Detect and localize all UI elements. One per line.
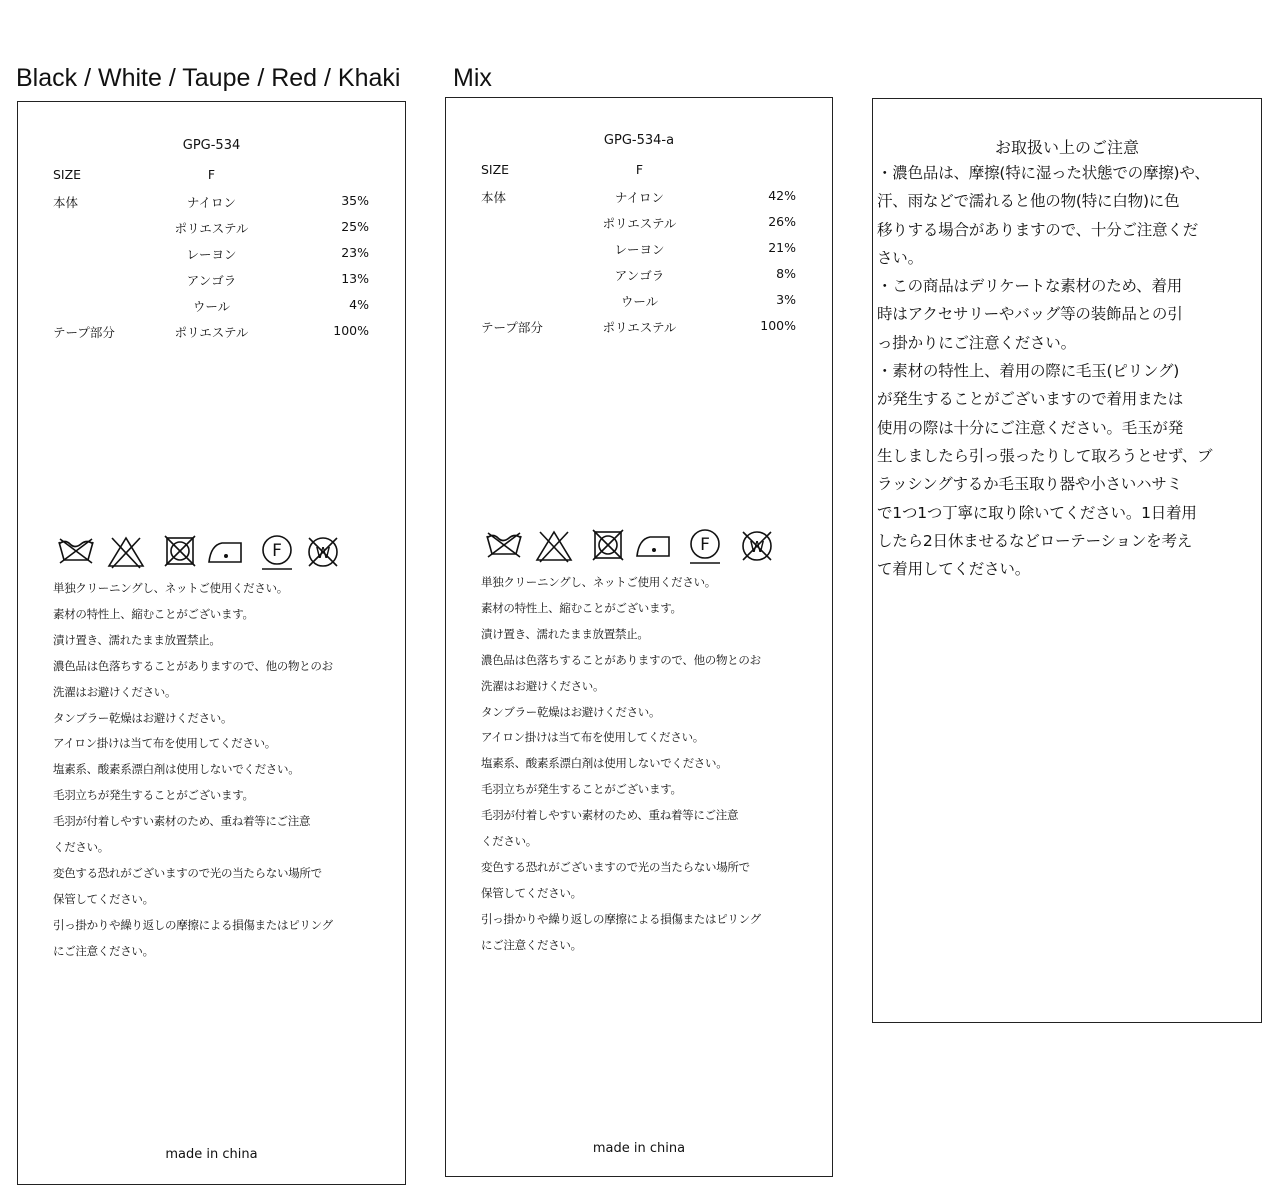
notes-line: ・この商品はデリケートな素材のため、着用: [877, 277, 1183, 296]
material-name: ポリエステル: [602, 216, 677, 231]
care-line: 毛羽立ちが発生することがございます。: [53, 788, 254, 803]
care-line: 塩素系、酸素系漂白剤は使用しないでください。: [53, 762, 300, 777]
care-line: アイロン掛けは当て布を使用してください。: [53, 736, 276, 751]
variant-heading-colors: Black / White / Taupe / Red / Khaki: [16, 64, 401, 92]
care-line: ください。: [53, 840, 109, 855]
care-line: 変色する恐れがございますので光の当たらない場所で: [53, 865, 322, 880]
no-wet-clean-icon: [738, 528, 776, 564]
composition-row: [18, 193, 405, 219]
material-name: アンゴラ: [186, 273, 237, 288]
iron-low-icon: [206, 534, 246, 568]
notes-body: [877, 159, 1257, 583]
svg-text:F: F: [700, 535, 710, 555]
notes-line: さい。: [877, 248, 923, 267]
care-line: 引っ掛かりや繰り返しの摩擦による損傷またはピリング: [481, 911, 761, 926]
care-label-mix: [445, 97, 833, 1177]
notes-line: が発生することがございますので着用または: [877, 390, 1184, 409]
notes-line: 時はアクセサリーやバッグ等の装飾品との引: [877, 305, 1183, 324]
material-percent: 8%: [776, 266, 796, 281]
care-instructions: [481, 570, 822, 959]
composition-row: [18, 297, 405, 323]
notes-line: 生しましたら引っ張ったりして取ろうとせず、ブ: [877, 446, 1213, 465]
material-percent: 13%: [341, 271, 369, 286]
svg-text:F: F: [272, 541, 282, 561]
made-in-label: made in china: [592, 1141, 686, 1156]
care-line: 引っ掛かりや繰り返しの摩擦による損傷またはピリング: [53, 917, 333, 932]
care-line: 濃色品は色落ちすることがありますので、他の物とのお: [481, 652, 761, 667]
size-row: [446, 162, 832, 188]
notes-line: ラッシングするか毛玉取り器や小さいハサミ: [877, 475, 1182, 494]
care-line: アイロン掛けは当て布を使用してください。: [481, 730, 704, 745]
no-bleach-icon: [534, 528, 574, 564]
care-line: タンブラー乾燥はお避けください。: [481, 704, 661, 719]
care-line: 洗濯はお避けください。: [481, 678, 605, 693]
care-label-colors: [17, 101, 406, 1185]
material-name: ポリエステル: [602, 320, 677, 335]
material-percent: 42%: [768, 188, 796, 203]
care-line: にご注意ください。: [481, 937, 582, 952]
material-percent: 100%: [333, 323, 369, 338]
care-line: 変色する恐れがございますので光の当たらない場所で: [481, 859, 750, 874]
composition-row: [18, 245, 405, 271]
composition-table: [18, 167, 405, 349]
care-line: 保管してください。: [53, 891, 154, 906]
material-percent: 25%: [341, 219, 369, 234]
no-tumble-dry-icon: [590, 528, 626, 562]
material-name: ポリエステル: [174, 221, 249, 236]
care-line: 素材の特性上、縮むことがございます。: [53, 606, 254, 621]
notes-line: っ掛かりにご注意ください。: [877, 333, 1076, 352]
material-name: ナイロン: [186, 195, 237, 210]
notes-line: ・濃色品は、摩擦(特に湿った状態での摩擦)や、: [877, 164, 1210, 182]
iron-low-icon: [634, 528, 674, 562]
care-line: にご注意ください。: [53, 943, 154, 958]
care-line: 毛羽が付着しやすい素材のため、重ね着等にご注意: [481, 808, 739, 823]
care-line: 素材の特性上、縮むことがございます。: [481, 600, 682, 615]
size-label: SIZE: [53, 167, 82, 182]
material-name: ウール: [192, 299, 231, 314]
care-line: 漬け置き、濡れたまま放置禁止。: [53, 632, 221, 647]
care-line: 単独クリーニングし、ネットご使用ください。: [53, 581, 288, 595]
material-percent: 26%: [768, 214, 796, 229]
part-name: 本体: [481, 190, 507, 205]
handling-notes-panel: [872, 98, 1262, 1023]
composition-row: [446, 214, 832, 240]
product-code: GPG-534: [182, 138, 241, 153]
material-percent: 100%: [760, 318, 796, 333]
notes-line: ・素材の特性上、着用の際に毛玉(ピリング): [877, 362, 1180, 381]
material-name: ナイロン: [614, 190, 665, 205]
made-in-label: made in china: [165, 1147, 258, 1162]
composition-table: [446, 162, 832, 344]
notes-title: お取扱い上のご注意: [994, 138, 1139, 157]
material-percent: 35%: [341, 193, 369, 208]
svg-text:W: W: [315, 544, 331, 562]
part-name: テープ部分: [481, 320, 543, 335]
size-label: SIZE: [481, 162, 510, 177]
care-line: 毛羽が付着しやすい素材のため、重ね着等にご注意: [53, 814, 311, 829]
care-line: 単独クリーニングし、ネットご使用ください。: [481, 575, 716, 589]
material-name: ウール: [620, 294, 659, 309]
size-value: F: [207, 167, 216, 182]
care-line: 塩素系、酸素系漂白剤は使用しないでください。: [481, 756, 728, 771]
care-instructions: [53, 576, 395, 965]
svg-text:W: W: [749, 538, 765, 556]
no-tumble-dry-icon: [162, 534, 198, 568]
variant-heading-mix: Mix: [453, 64, 492, 92]
size-value: F: [635, 162, 644, 177]
dry-clean-f-icon: [258, 534, 296, 572]
notes-line: 汗、雨などで濡れると他の物(特に白物)に色: [877, 192, 1180, 211]
care-line: 洗濯はお避けください。: [53, 684, 177, 699]
dry-clean-f-icon: [686, 528, 724, 566]
care-line: ください。: [481, 834, 537, 849]
composition-row: [446, 188, 832, 214]
no-wash-icon: [56, 534, 96, 568]
no-bleach-icon: [106, 534, 146, 570]
material-percent: 4%: [349, 297, 369, 312]
product-code: GPG-534-a: [603, 133, 675, 148]
composition-row: [446, 292, 832, 318]
material-percent: 3%: [776, 292, 796, 307]
composition-row: [18, 323, 405, 349]
care-line: タンブラー乾燥はお避けください。: [53, 710, 233, 725]
composition-row: [446, 240, 832, 266]
material-name: レーヨン: [614, 242, 665, 257]
composition-row: [446, 318, 832, 344]
material-percent: 21%: [768, 240, 796, 255]
notes-line: 使用の際は十分にご注意ください。毛玉が発: [877, 418, 1184, 437]
notes-line: て着用してください。: [877, 560, 1031, 579]
material-name: レーヨン: [186, 247, 237, 262]
care-line: 漬け置き、濡れたまま放置禁止。: [481, 626, 649, 641]
composition-row: [18, 271, 405, 297]
composition-row: [18, 219, 405, 245]
no-wash-icon: [484, 528, 524, 562]
notes-line: したら2日休ませるなどローテーションを考え: [877, 531, 1193, 550]
notes-line: で1つ1つ丁寧に取り除いてください。1日着用: [877, 503, 1197, 522]
composition-row: [446, 266, 832, 292]
notes-line: 移りする場合がありますので、十分ご注意くだ: [877, 220, 1198, 239]
material-name: アンゴラ: [614, 268, 665, 283]
care-line: 濃色品は色落ちすることがありますので、他の物とのお: [53, 658, 333, 673]
part-name: 本体: [53, 195, 79, 210]
care-line: 保管してください。: [481, 885, 582, 900]
no-wet-clean-icon: [304, 534, 342, 570]
part-name: テープ部分: [53, 325, 115, 340]
material-name: ポリエステル: [174, 325, 249, 340]
size-row: [18, 167, 405, 193]
care-line: 毛羽立ちが発生することがございます。: [481, 782, 682, 797]
material-percent: 23%: [341, 245, 369, 260]
